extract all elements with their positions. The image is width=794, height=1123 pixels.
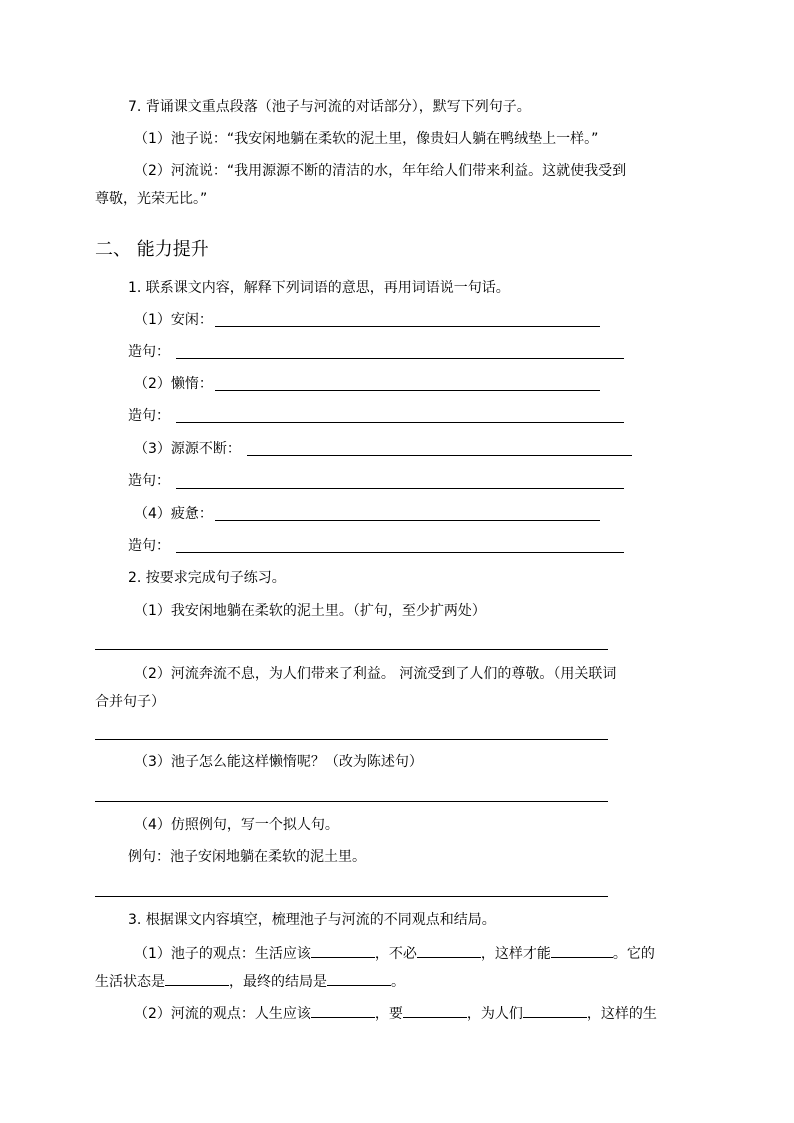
- q1-item-3-sentence-label: 造句：: [128, 473, 170, 489]
- q3-item-1-text-e: 生活状态是: [95, 974, 165, 990]
- section-heading: 二、 能力提升: [95, 239, 209, 260]
- q2-item-4: （4）仿照例句，写一个拟人句。: [134, 817, 339, 833]
- q7-title: 7. 背诵课文重点段落（池子与河流的对话部分），默写下列句子。: [128, 99, 531, 115]
- q3-item-1-text-f: ，最终的结局是: [229, 974, 327, 990]
- q3-item-1-line1: [134, 942, 655, 964]
- q7-item-2-line1: （2）河流说：“我用源源不断的清洁的水，年年给人们带来利益。这就使我受到: [134, 163, 627, 179]
- q3-blank-7[interactable]: [403, 1002, 467, 1018]
- q1-item-3-sentence-line[interactable]: [176, 488, 624, 489]
- q2-title: 2. 按要求完成句子练习。: [128, 570, 286, 586]
- q1-item-2-sentence-line[interactable]: [176, 422, 624, 423]
- q1-item-3-label: （3）源源不断：: [134, 441, 241, 457]
- q3-item-1-text-d: 。它的: [612, 946, 655, 962]
- q2-example: 例句：池子安闲地躺在柔软的泥土里。: [128, 849, 366, 865]
- q1-item-1-sentence-label: 造句：: [128, 344, 170, 360]
- q3-item-2-line1: [134, 1002, 657, 1024]
- q3-item-2-text-d: ，这样的生: [586, 1006, 657, 1022]
- q3-title: 3. 根据课文内容填空，梳理池子与河流的不同观点和结局。: [128, 912, 496, 928]
- q3-item-1-text-b: ，不必: [374, 946, 417, 962]
- q7-item-2-line2: 尊敬，光荣无比。”: [95, 191, 208, 207]
- q1-item-2-answer-line[interactable]: [215, 390, 600, 391]
- q1-item-2-label: （2）懒惰：: [134, 376, 213, 392]
- q2-item-3: （3）池子怎么能这样懒惰呢？（改为陈述句）: [134, 754, 423, 770]
- q1-item-1-label: （1）安闲：: [134, 312, 213, 328]
- q3-item-2-text-a: （2）河流的观点：人生应该: [134, 1006, 311, 1022]
- q1-item-2-sentence-label: 造句：: [128, 408, 170, 424]
- q1-item-3-answer-line[interactable]: [247, 455, 632, 456]
- q1-item-4-label: （4）疲惫：: [134, 506, 213, 522]
- q2-item-2-line1: （2）河流奔流不息，为人们带来了利益。 河流受到了人们的尊敬。（用关联词: [134, 666, 617, 682]
- q2-item-2-line2: 合并句子）: [95, 694, 165, 710]
- q3-item-1-text-g: 。: [391, 974, 405, 990]
- q3-blank-8[interactable]: [523, 1002, 587, 1018]
- q1-item-4-sentence-line[interactable]: [176, 552, 624, 553]
- q3-blank-6[interactable]: [311, 1002, 375, 1018]
- q1-item-4-answer-line[interactable]: [215, 520, 600, 521]
- q2-item-3-answer-line[interactable]: [95, 801, 608, 802]
- q2-item-4-answer-line[interactable]: [95, 896, 608, 897]
- q1-item-1-sentence-line[interactable]: [176, 358, 624, 359]
- q3-blank-5[interactable]: [327, 970, 391, 986]
- q3-blank-1[interactable]: [311, 942, 375, 958]
- q1-item-4-sentence-label: 造句：: [128, 538, 170, 554]
- q1-item-1-answer-line[interactable]: [215, 326, 600, 327]
- q1-title: 1. 联系课文内容，解释下列词语的意思，再用词语说一句话。: [128, 280, 510, 296]
- q3-item-2-text-c: ，为人们: [466, 1006, 523, 1022]
- q3-item-2-text-b: ，要: [374, 1006, 403, 1022]
- q2-item-1-answer-line[interactable]: [95, 649, 608, 650]
- q3-item-1-line2: [95, 970, 405, 992]
- q3-item-1-text-a: （1）池子的观点：生活应该: [134, 946, 311, 962]
- q3-item-1-text-c: ，这样才能: [480, 946, 551, 962]
- q3-blank-2[interactable]: [417, 942, 481, 958]
- q7-item-1: （1）池子说：“我安闲地躺在柔软的泥土里，像贵妇人躺在鸭绒垫上一样。”: [134, 131, 599, 147]
- q2-item-1: （1）我安闲地躺在柔软的泥土里。（扩句，至少扩两处）: [134, 603, 486, 619]
- q3-blank-3[interactable]: [551, 942, 613, 958]
- q3-blank-4[interactable]: [165, 970, 229, 986]
- q2-item-2-answer-line[interactable]: [95, 739, 608, 740]
